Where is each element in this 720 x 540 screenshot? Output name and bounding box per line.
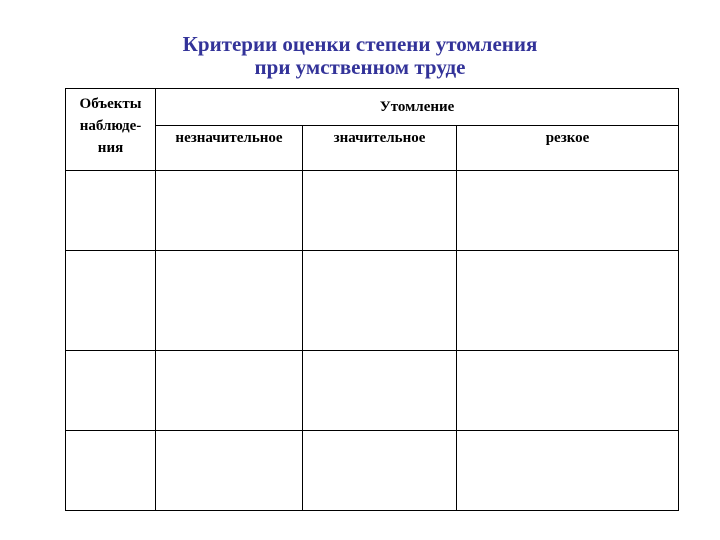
table-cell (156, 431, 303, 511)
table-cell (303, 431, 457, 511)
header-row-1 (66, 89, 679, 126)
table-cell (457, 171, 679, 251)
table-cell (66, 351, 156, 431)
objects-header-line-2: наблюде- (79, 118, 142, 134)
fatigue-header: Утомление (156, 89, 679, 126)
table-cell (156, 351, 303, 431)
level-header-severe: резкое (457, 126, 679, 171)
table-cell (303, 171, 457, 251)
table-cell (156, 171, 303, 251)
criteria-table (65, 88, 679, 511)
objects-header (66, 89, 156, 171)
table-cell (303, 251, 457, 351)
title-line-1: Критерии оценки степени утомления (182, 32, 538, 56)
table-cell (156, 251, 303, 351)
level-header-significant: значительное (303, 126, 457, 171)
table-row (66, 251, 679, 351)
table-cell (457, 251, 679, 351)
table-cell (66, 251, 156, 351)
table-cell (303, 351, 457, 431)
table-row (66, 351, 679, 431)
table-cell (457, 431, 679, 511)
table-cell (457, 351, 679, 431)
header-row-2 (66, 126, 679, 171)
title-line-2: при умственном труде (254, 55, 466, 79)
level-header-slight: незначительное (156, 126, 303, 171)
objects-header-line-1: Объекты (79, 96, 142, 112)
table-row (66, 431, 679, 511)
table-cell (66, 431, 156, 511)
table-row (66, 171, 679, 251)
slide-title (0, 33, 720, 79)
table-cell (66, 171, 156, 251)
objects-header-line-3: ния (97, 140, 124, 156)
